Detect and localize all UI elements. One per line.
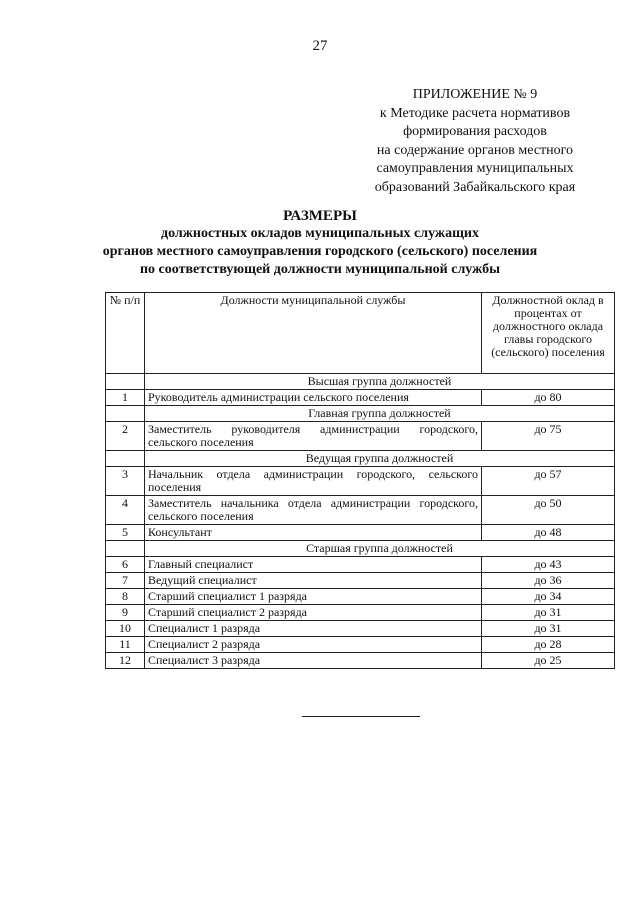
row-percent: до 50 [482,496,615,525]
document-heading [0,207,640,279]
row-position: Начальник отдела администрации городского, сельского поселения [145,467,482,496]
row-percent: до 31 [482,605,615,621]
table-row [106,621,615,637]
table-body [106,374,615,669]
group-title: Ведущая группа должностей [145,451,615,467]
row-position: Заместитель руководителя администрации городского, сельского поселения [145,422,482,451]
row-percent: до 75 [482,422,615,451]
row-percent: до 36 [482,573,615,589]
row-number: 11 [106,637,145,653]
row-number: 4 [106,496,145,525]
table-row [106,467,615,496]
heading-line: органов местного самоуправления городского (сельского) поселения [102,244,538,259]
table-row [106,422,615,451]
row-percent: до 28 [482,637,615,653]
row-number: 5 [106,525,145,541]
row-position: Специалист 1 разряда [145,621,482,637]
group-spacer-cell [106,541,145,557]
table-header-row [106,293,615,374]
end-divider [302,716,420,717]
row-number: 7 [106,573,145,589]
row-number: 6 [106,557,145,573]
row-position: Старший специалист 2 разряда [145,605,482,621]
group-row [106,406,615,422]
header-num: № п/п [106,293,145,374]
row-position: Старший специалист 1 разряда [145,589,482,605]
appendix-line: на содержание органов местного [376,142,574,158]
heading-line: по соответствующей должности муниципальной службы [139,262,501,277]
group-spacer-cell [106,451,145,467]
group-row [106,451,615,467]
row-position: Заместитель начальника отдела администрации городского, сельского поселения [145,496,482,525]
group-row [106,541,615,557]
row-percent: до 25 [482,653,615,669]
row-number: 10 [106,621,145,637]
row-percent: до 31 [482,621,615,637]
header-percent: Должностной оклад в процентах от должностного оклада главы городского (сельского) поселения [482,293,615,374]
row-number: 1 [106,390,145,406]
row-percent: до 57 [482,467,615,496]
group-title: Главная группа должностей [145,406,615,422]
appendix-line: формирования расходов [403,124,547,139]
table-row [106,390,615,406]
row-position: Руководитель администрации сельского поселения [145,390,482,406]
table-row [106,573,615,589]
appendix-line: ПРИЛОЖЕНИЕ № 9 [412,87,538,102]
group-spacer-cell [106,406,145,422]
row-number: 9 [106,605,145,621]
heading-line: должностных окладов муниципальных служащих [161,226,479,241]
appendix-line: образований Забайкальского края [374,179,576,195]
row-percent: до 80 [482,390,615,406]
row-position: Ведущий специалист [145,573,482,589]
group-spacer-cell [106,374,145,390]
row-position: Консультант [145,525,482,541]
group-title: Старшая группа должностей [145,541,615,557]
heading-title: РАЗМЕРЫ [283,208,357,224]
row-position: Специалист 2 разряда [145,637,482,653]
page-number: 27 [312,38,328,54]
table-row [106,589,615,605]
group-row [106,374,615,390]
row-number: 3 [106,467,145,496]
row-number: 12 [106,653,145,669]
row-number: 2 [106,422,145,451]
row-number: 8 [106,589,145,605]
appendix-note [360,86,590,197]
header-position: Должности муниципальной службы [145,293,482,374]
salary-table [105,292,615,669]
table-row [106,496,615,525]
table-row [106,525,615,541]
table-row [106,653,615,669]
row-percent: до 34 [482,589,615,605]
table-row [106,605,615,621]
row-percent: до 48 [482,525,615,541]
row-position: Главный специалист [145,557,482,573]
group-title: Высшая группа должностей [145,374,615,390]
row-position: Специалист 3 разряда [145,653,482,669]
row-percent: до 43 [482,557,615,573]
appendix-line: к Методике расчета нормативов [379,105,571,121]
table-row [106,557,615,573]
appendix-line: самоуправления муниципальных [376,161,574,176]
table-row [106,637,615,653]
